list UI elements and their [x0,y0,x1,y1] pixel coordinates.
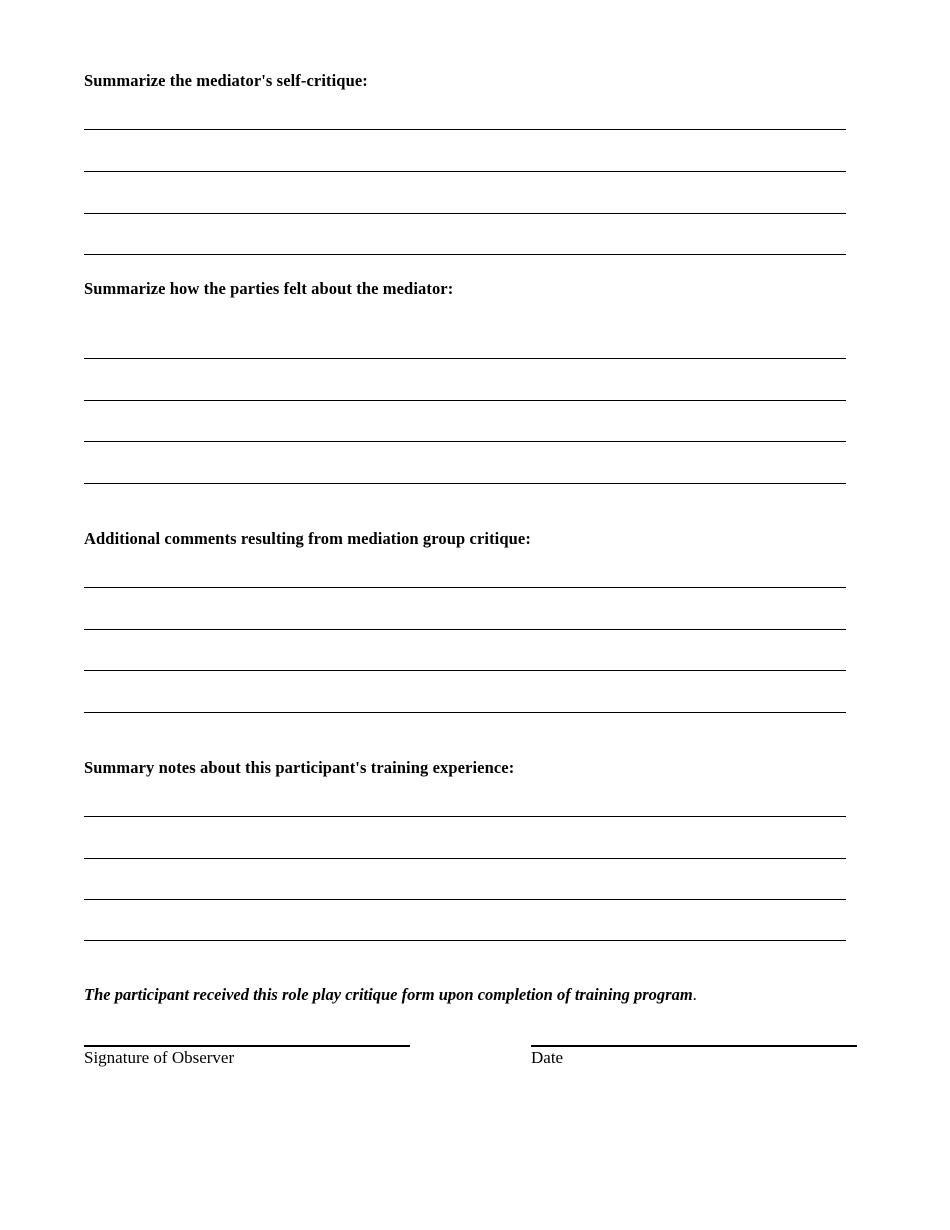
answer-line[interactable] [84,171,846,172]
answer-line[interactable] [84,441,846,442]
observer-signature-label: Signature of Observer [84,1048,235,1067]
answer-line[interactable] [84,940,846,941]
answer-line[interactable] [84,858,846,859]
section-heading: Summarize the mediator's self-critique: [84,71,368,90]
answer-line[interactable] [84,816,846,817]
completion-statement-period: . [692,985,697,1004]
answer-line[interactable] [84,358,846,359]
observer-signature-line[interactable] [84,1045,410,1047]
section-heading: Additional comments resulting from mediation group critique: [84,529,531,548]
answer-line[interactable] [84,483,846,484]
answer-line[interactable] [84,400,846,401]
date-label: Date [531,1048,564,1067]
answer-line[interactable] [84,129,846,130]
date-line[interactable] [531,1045,857,1047]
answer-line[interactable] [84,899,846,900]
section-heading: Summarize how the parties felt about the mediator: [84,279,454,298]
answer-line[interactable] [84,254,846,255]
answer-line[interactable] [84,629,846,630]
completion-statement-text: The participant received this role play critique form upon completion of training program [84,985,693,1004]
section-heading: Summary notes about this participant's training experience: [84,758,515,777]
answer-line[interactable] [84,587,846,588]
answer-line[interactable] [84,670,846,671]
answer-line[interactable] [84,213,846,214]
completion-statement [84,985,697,1005]
answer-line[interactable] [84,712,846,713]
